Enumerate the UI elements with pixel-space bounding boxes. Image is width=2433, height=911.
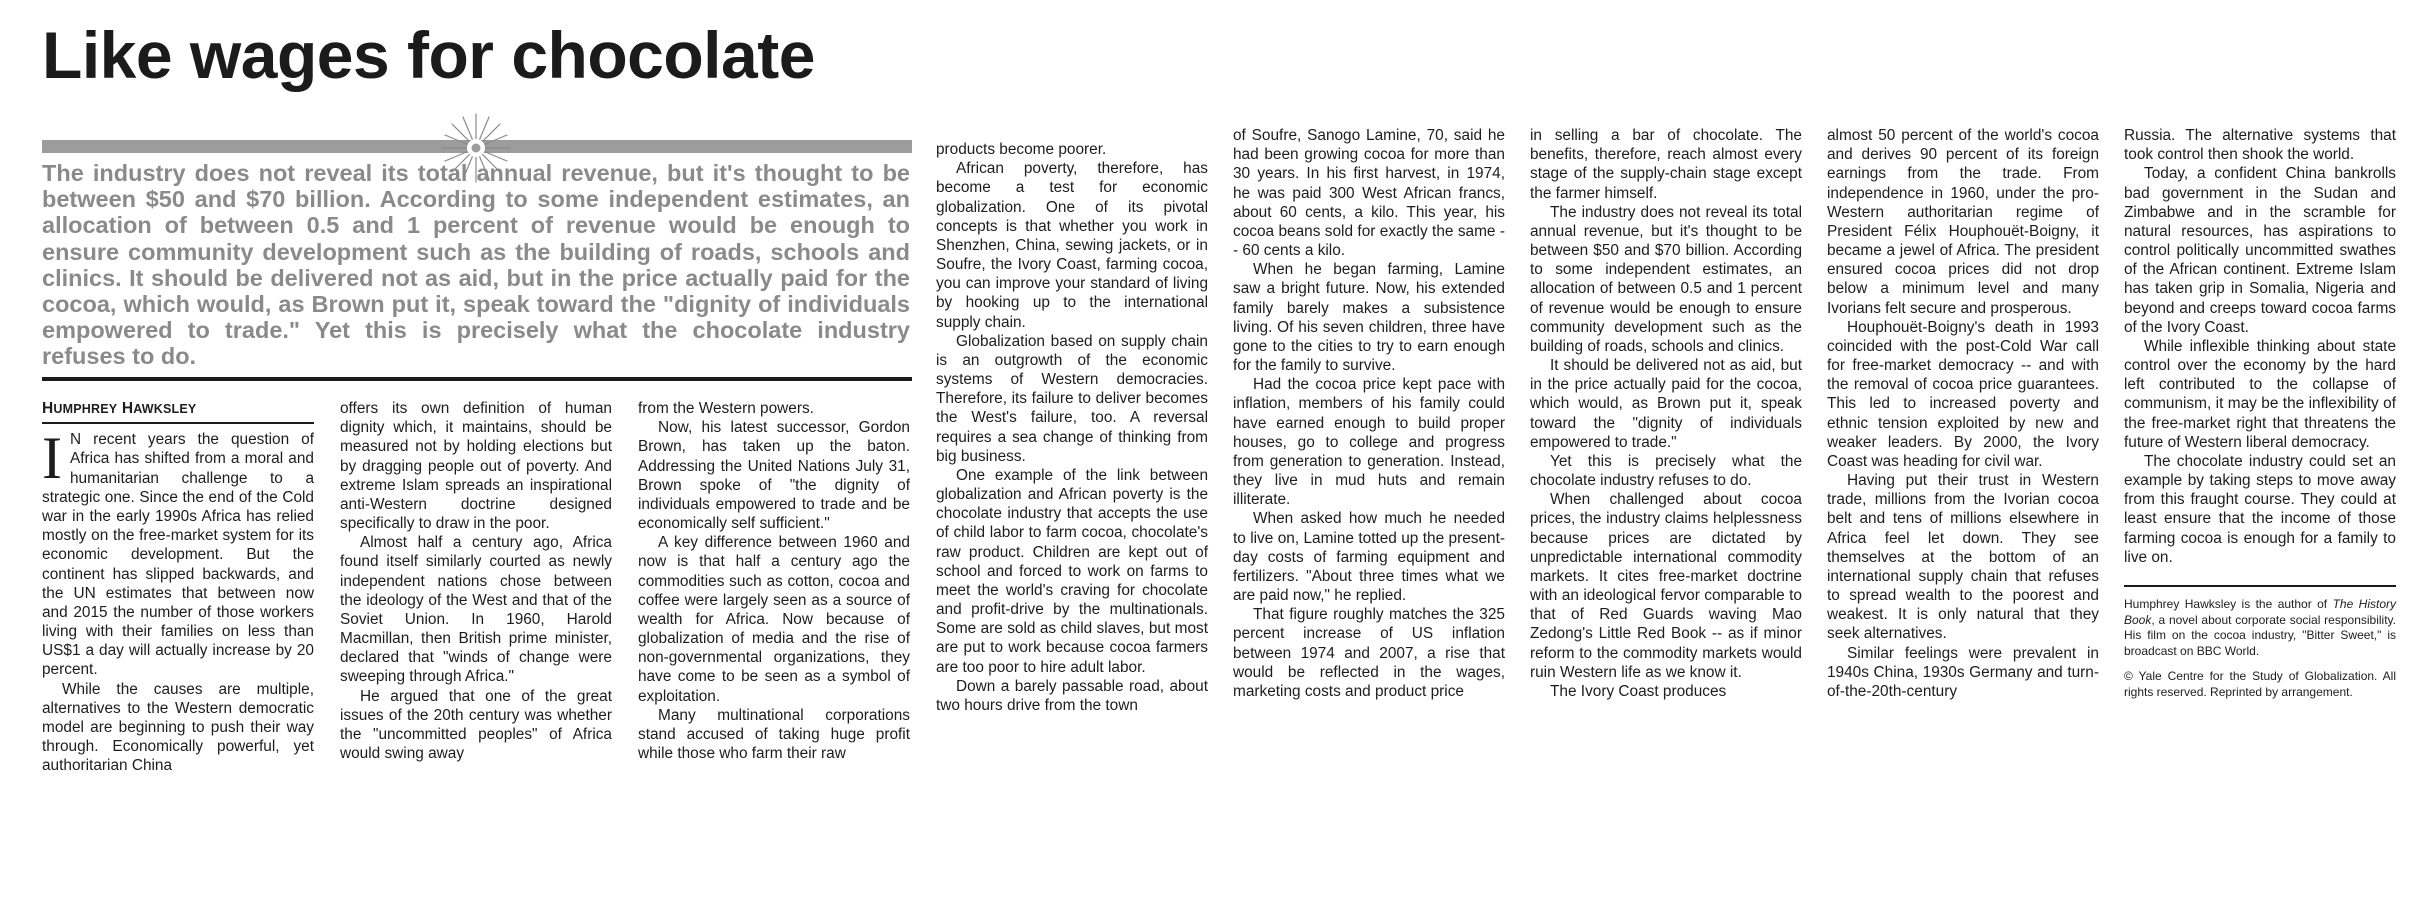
byline: HUMPHREY HAWKSLEY xyxy=(42,399,314,424)
article-column-7 xyxy=(1827,126,2099,701)
paragraph: of Soufre, Sanogo Lamine, 70, said he had been growing cocoa for more than 30 years. In his first harvest, in 1974, he was paid 300 West African francs, about 60 cents, a kilo. This year, his cocoa beans sold for exactly the same -- 60 cents a kilo. xyxy=(1233,127,1505,260)
paragraph: Almost half a century ago, Africa found itself similarly courted as newly independent nations chose between the ideology of the West and that of the Soviet Union. In 1960, Harold Macmillan, then British prime minister, declared that "winds of change were sweeping through Africa." xyxy=(340,534,612,686)
author-note xyxy=(2124,585,2396,701)
article-column-2 xyxy=(340,399,612,763)
paragraph: Many multinational corporations stand accused of taking huge profit while those who farm their raw xyxy=(638,706,910,763)
author-bio: Humphrey Hawksley is the author of The History Book, a novel about corporate social responsibility. His film on the cocoa industry, "Bitter Sweet," is broadcast on BBC World. xyxy=(2124,596,2396,658)
paragraph: Had the cocoa price kept pace with inflation, members of his family could have earned enough to build proper houses, go to college and progress from generation to generation. Instead, they live in mud huts and remain illiterate. xyxy=(1233,376,1505,509)
headline: Like wages for chocolate xyxy=(42,18,815,92)
article-column-5 xyxy=(1233,126,1505,701)
article-column-1 xyxy=(42,399,314,775)
drop-cap: I xyxy=(42,425,62,492)
paragraph: It should be delivered not as aid, but in the price actually paid for the cocoa, which would, as Brown put it, speak toward the "dignity of individuals empowered to trade." xyxy=(1530,357,1802,451)
paragraph: Having put their trust in Western trade, millions from the Ivorian cocoa belt and tens of millions elsewhere in Africa feel let down. They see themselves at the bottom of an international supply chain that refuses to spread wealth to the poorest and weakest. It is only natural that they seek alternatives. xyxy=(1827,472,2099,643)
paragraph: When he began farming, Lamine saw a bright future. Now, his extended family barely makes a subsistence living. Of his seven children, three have gone to the cities to try to earn enough for the family to survive. xyxy=(1233,261,1505,375)
paragraph: almost 50 percent of the world's cocoa and derives 90 percent of its foreign earnings from the trade. From independence in 1960, under the pro-Western authoritarian regime of President Félix Houphouët-Boigny, it became a jewel of Africa. The president ensured cocoa prices did not drop below a minimum level and many Ivorians felt secure and prosperous. xyxy=(1827,127,2099,317)
paragraph: When challenged about cocoa prices, the industry claims helplessness because prices are dictated by unpredictable international commodity markets. It cites free-market doctrine with an ideological fervor comparable to that of Red Guards waving Mao Zedong's Little Red Book -- as if minor reform to the commodity markets would ruin Western life as we know it. xyxy=(1530,491,1802,681)
paragraph: While inflexible thinking about state control over the economy by the hard left contributed to the collapse of communism, it may be the inflexibility of the free-market right that threatens the future of Western liberal democracy. xyxy=(2124,337,2396,451)
paragraph: While the causes are multiple, alternatives to the Western democratic model are beginning to push their way through. Economically powerful, yet authoritarian China xyxy=(42,680,314,775)
paragraph: N recent years the question of Africa has shifted from a moral and humanitarian challenge to a strategic one. Since the end of the Cold war in the early 1990s Africa has relied mostly on the free-market system for its economic development. But the continent has slipped backwards, and the UN estimates that between now and 2015 the number of those workers living with their families on less than US$1 a day will actually increase by 20 percent. xyxy=(42,431,314,679)
paragraph: That figure roughly matches the 325 percent increase of US inflation between 1974 and 2007, a rise that would be reflected in the wages, marketing costs and product price xyxy=(1233,606,1505,700)
paragraph: The industry does not reveal its total annual revenue, but it's thought to be between $50 and $70 billion. According to some independent estimates, an allocation of between 0.5 and 1 percent of revenue would be enough to ensure community development such as the building of roads, schools and clinics. xyxy=(1530,203,1802,355)
paragraph: A key difference between 1960 and now is that half a century ago the commodities such as cotton, cocoa and coffee were largely seen as a source of wealth for Africa. Now because of globalization of media and the rise of non-governmental organizations, they have come to be seen as a symbol of exploitation. xyxy=(638,534,910,705)
book-title: The History Book xyxy=(2124,596,2396,627)
article-column-3 xyxy=(638,399,910,763)
paragraph: One example of the link between globalization and African poverty is the chocolate industry that accepts the use of child labor to farm cocoa, chocolate's raw product. Children are kept out of school and forced to work on farms to meet the world's craving for chocolate and profit-drive by the multinationals. Some are sold as child slaves, but most are put to work because cocoa farmers are too poor to hire adult labor. xyxy=(936,466,1208,676)
paragraph: Down a barely passable road, about two hours drive from the town xyxy=(936,677,1208,714)
paragraph: The chocolate industry could set an example by taking steps to move away from this fraught course. They could at least ensure that the income of those farming cocoa is enough for a family to live on. xyxy=(2124,452,2396,566)
copyright-notice: © Yale Centre for the Study of Globalization. All rights reserved. Reprinted by arrangement. xyxy=(2124,669,2396,699)
paragraph: in selling a bar of chocolate. The benefits, therefore, reach almost every stage of the supply-chain stage except the farmer himself. xyxy=(1530,127,1802,202)
article-column-6 xyxy=(1530,126,1802,701)
deck-bottom-rule xyxy=(42,377,912,381)
article-column-4 xyxy=(936,140,1208,715)
paragraph: Houphouët-Boigny's death in 1993 coincided with the post-Cold War call for free-market democracy -- and with the removal of cocoa price guarantees. This led to increased poverty and ethnic tension exploited by new and weaker leaders. By 2000, the Ivory Coast was heading for civil war. xyxy=(1827,318,2099,470)
paragraph: Today, a confident China bankrolls bad government in the Sudan and Zimbabwe and in the scramble for natural resources, has aspirations to control politically uncommitted swathes of the African continent. Extreme Islam has taken grip in Somalia, Nigeria and beyond and creeps toward cocoa farms of the Ivory Coast. xyxy=(2124,165,2396,336)
paragraph: Yet this is precisely what the chocolate industry refuses to do. xyxy=(1530,452,1802,490)
paragraph: African poverty, therefore, has become a test for economic globalization. One of its pivotal concepts is that whether you work in Shenzhen, China, sewing jackets, or in Soufre, the Ivory Coast, farming cocoa, you can improve your standard of living by hooking up to the international supply chain. xyxy=(936,160,1208,331)
paragraph: Similar feelings were prevalent in 1940s China, 1930s Germany and turn-of-the-20th-century xyxy=(1827,644,2099,700)
paragraph: When asked how much he needed to live on, Lamine totted up the present-day costs of farming equipment and fertilizers. "About three times what we are paid now," he replied. xyxy=(1233,510,1505,605)
paragraph: Now, his latest successor, Gordon Brown, has taken up the baton. Addressing the United Nations July 31, Brown spoke of "the dignity of individuals empowered to trade and be economically self sufficient." xyxy=(638,419,910,533)
paragraph: Globalization based on supply chain is an outgrowth of the economic systems of Western democracies. Therefore, its failure to deliver becomes the West's failure, too. A reversal requires a sea change of thinking from big business. xyxy=(936,332,1208,465)
paragraph: from the Western powers. xyxy=(638,400,814,417)
article-column-8 xyxy=(2124,126,2396,701)
paragraph: products become poorer. xyxy=(936,141,1107,158)
deck-pull-quote: The industry does not reveal its total annual revenue, but it's thought to be between $50 and $70 billion. According to some independent estimates, an allocation of between 0.5 and 1 percent of revenue would be enough to ensure community development such as the building of roads, schools and clinics. It should be delivered not as aid, but in the price actually paid for the cocoa, which would, as Brown put it, speak toward the "dignity of individuals empowered to trade." Yet this is precisely what the chocolate industry refuses to do. xyxy=(42,160,910,370)
paragraph: offers its own definition of human dignity which, it maintains, should be measured not by holding elections but by dragging people out of poverty. And extreme Islam spreads an inspirational anti-Western doctrine designed specifically to draw in the poor. xyxy=(340,400,612,533)
paragraph: He argued that one of the great issues of the 20th century was whether the "uncommitted peoples" of Africa would swing away xyxy=(340,687,612,763)
paragraph: The Ivory Coast produces xyxy=(1550,682,1727,700)
paragraph: Russia. The alternative systems that took control then shook the world. xyxy=(2124,127,2396,164)
